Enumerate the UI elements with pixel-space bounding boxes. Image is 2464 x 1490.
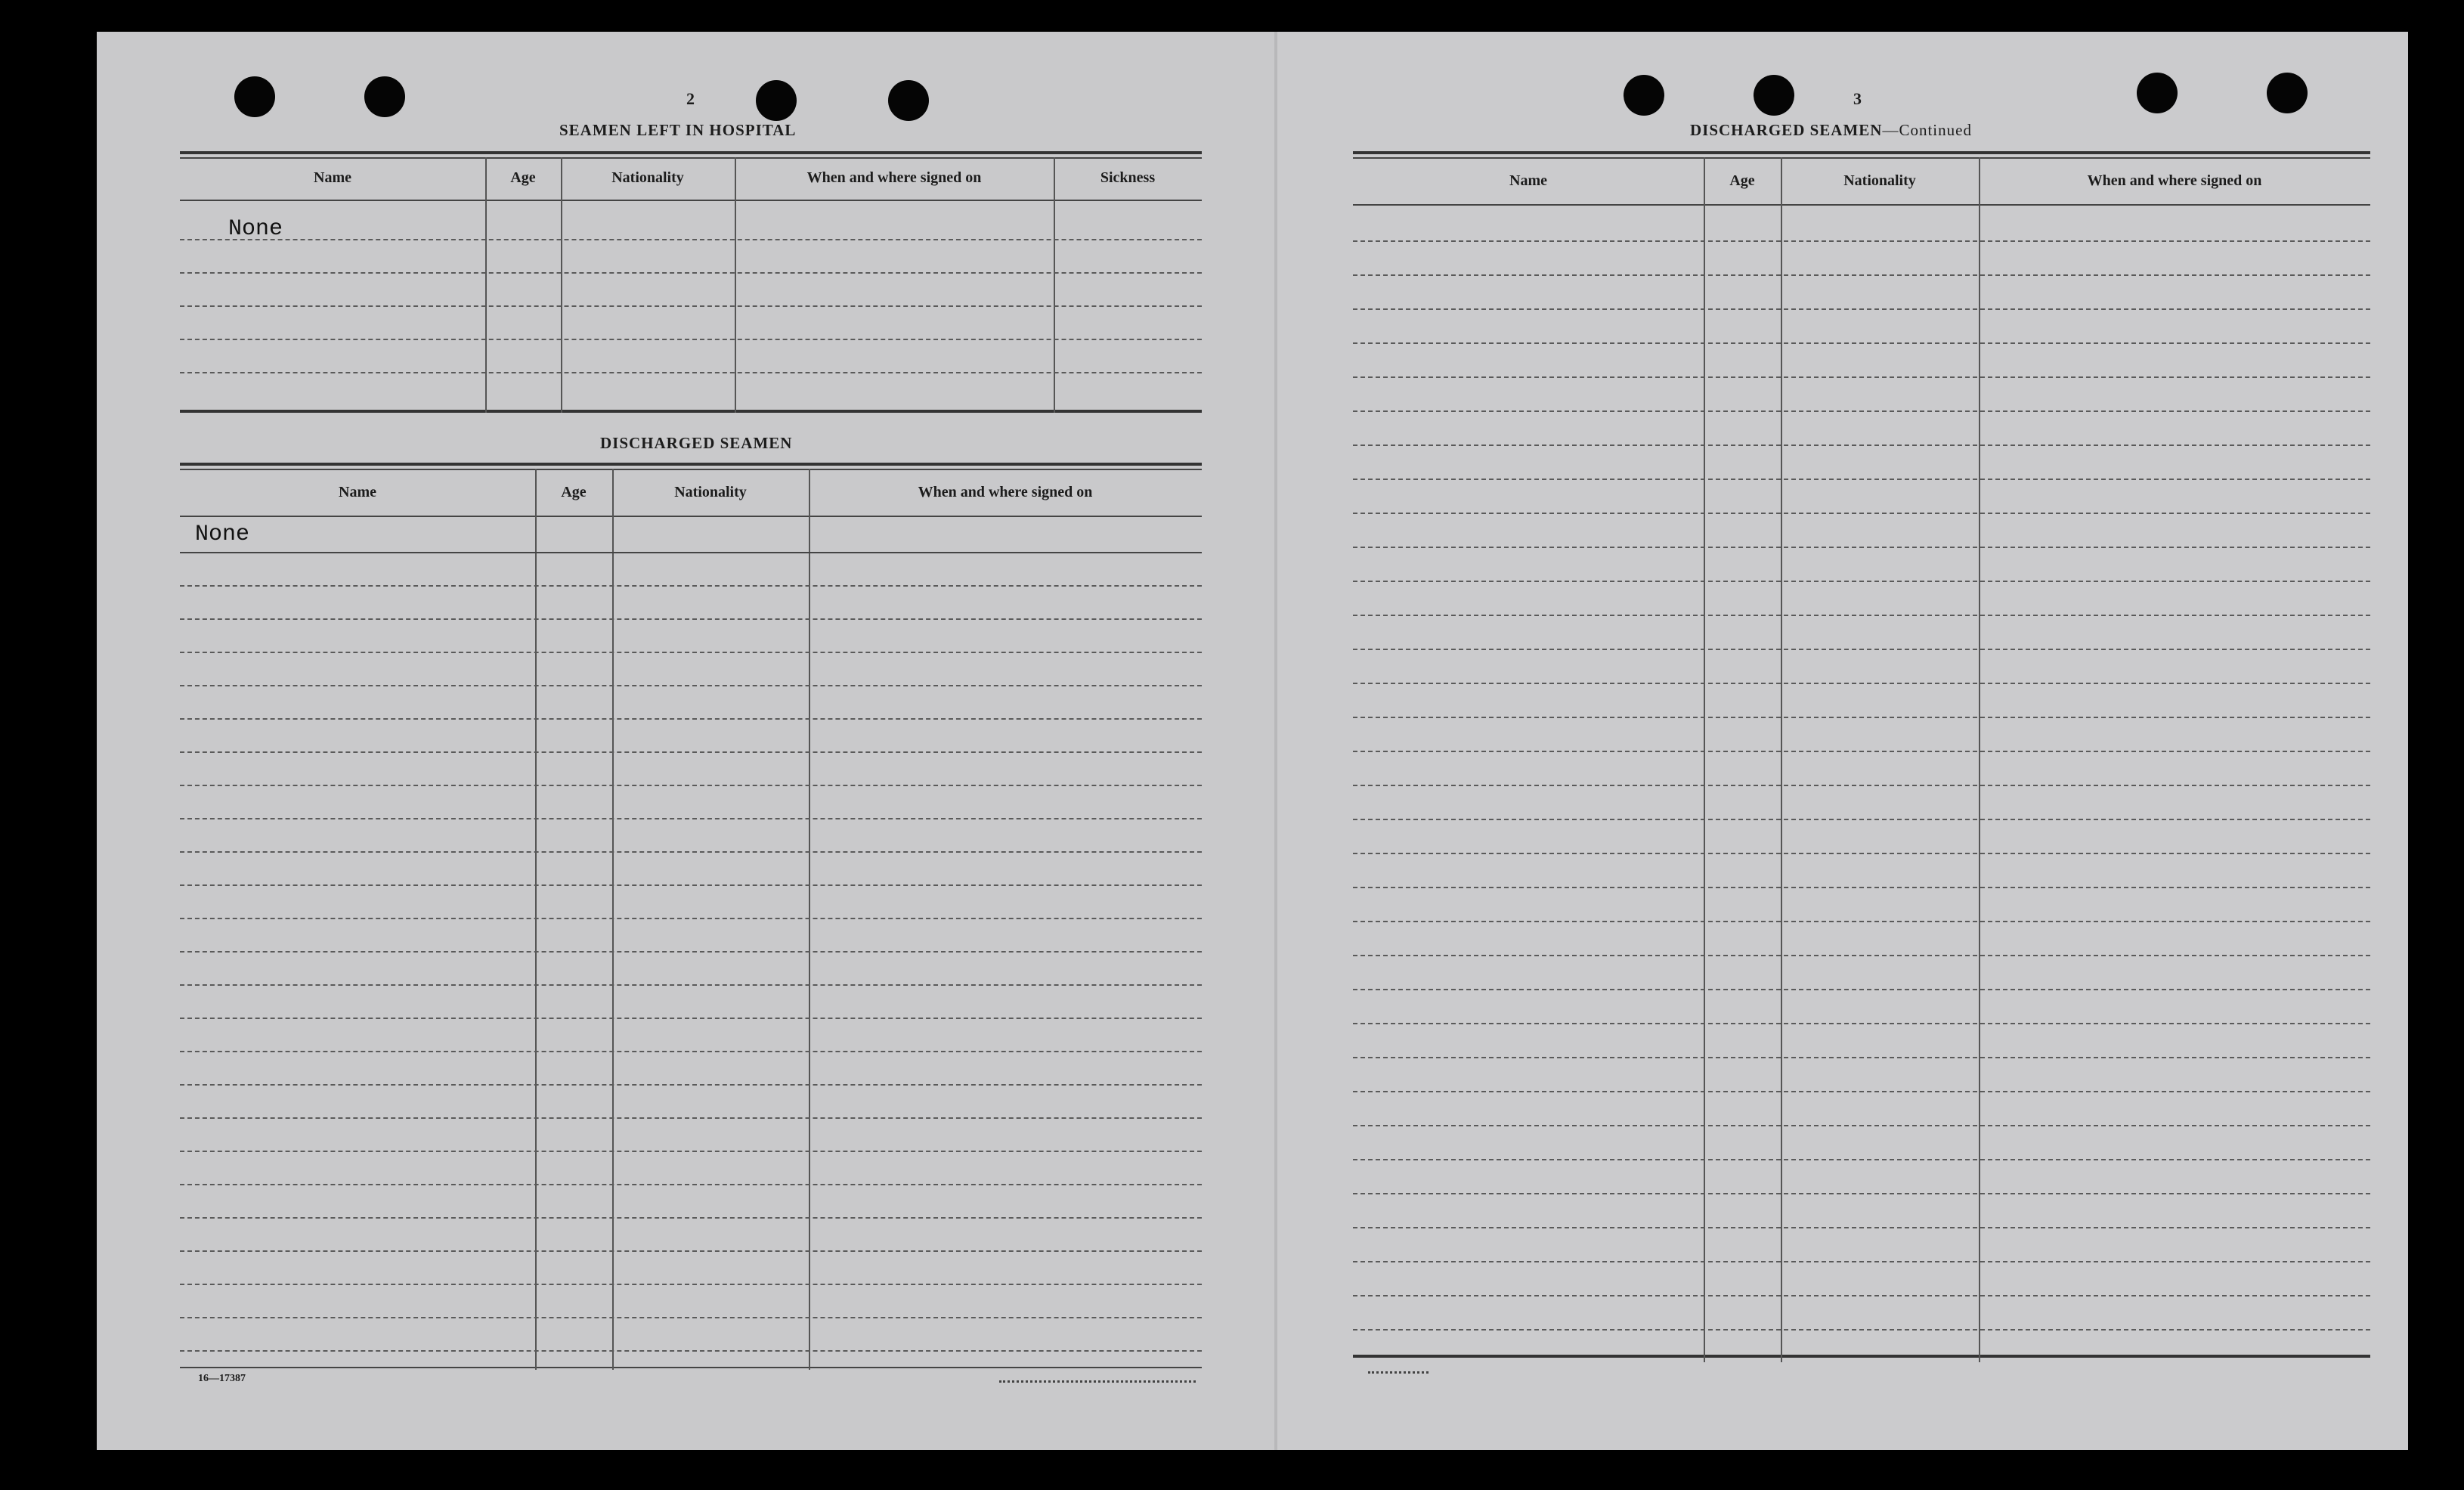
punch-hole — [364, 76, 405, 117]
discharged-table — [180, 463, 1202, 1370]
punch-hole — [2137, 73, 2178, 113]
column-header: Age — [510, 169, 536, 186]
hospital-entry: None — [228, 216, 283, 242]
center-fold — [1274, 32, 1277, 1450]
discharged-section-title: DISCHARGED SEAMEN — [600, 434, 793, 452]
column-header: When and where signed on — [918, 484, 1093, 500]
page-number: 3 — [1853, 89, 1862, 108]
column-header: Name — [314, 169, 351, 186]
footer-note-faded — [999, 1380, 1196, 1390]
punch-hole — [888, 80, 929, 121]
column-header: When and where signed on — [806, 169, 982, 186]
column-header: Name — [339, 484, 376, 500]
hospital-table — [180, 151, 1202, 416]
form-code: 16—17387 — [198, 1373, 246, 1384]
footer-note-faded — [1368, 1371, 1429, 1381]
column-header: Nationality — [611, 169, 684, 186]
page-number: 2 — [686, 89, 695, 108]
discharged-entry: None — [195, 522, 250, 547]
discharged-continued-title: DISCHARGED SEAMEN—Continued — [1690, 121, 1972, 139]
punch-hole — [234, 76, 275, 117]
punch-hole — [756, 80, 797, 121]
column-header: When and where signed on — [2087, 172, 2262, 189]
column-header: Name — [1509, 172, 1547, 189]
column-header: Nationality — [1843, 172, 1916, 189]
column-header: Nationality — [674, 484, 747, 500]
hospital-section-title: SEAMEN LEFT IN HOSPITAL — [559, 121, 797, 139]
column-header: Age — [561, 484, 587, 500]
punch-hole — [2267, 73, 2308, 113]
punch-hole — [1754, 75, 1794, 116]
discharged-continued-table — [1353, 151, 2370, 1362]
punch-hole — [1624, 75, 1664, 116]
column-header: Sickness — [1100, 169, 1156, 186]
column-header: Age — [1729, 172, 1755, 189]
